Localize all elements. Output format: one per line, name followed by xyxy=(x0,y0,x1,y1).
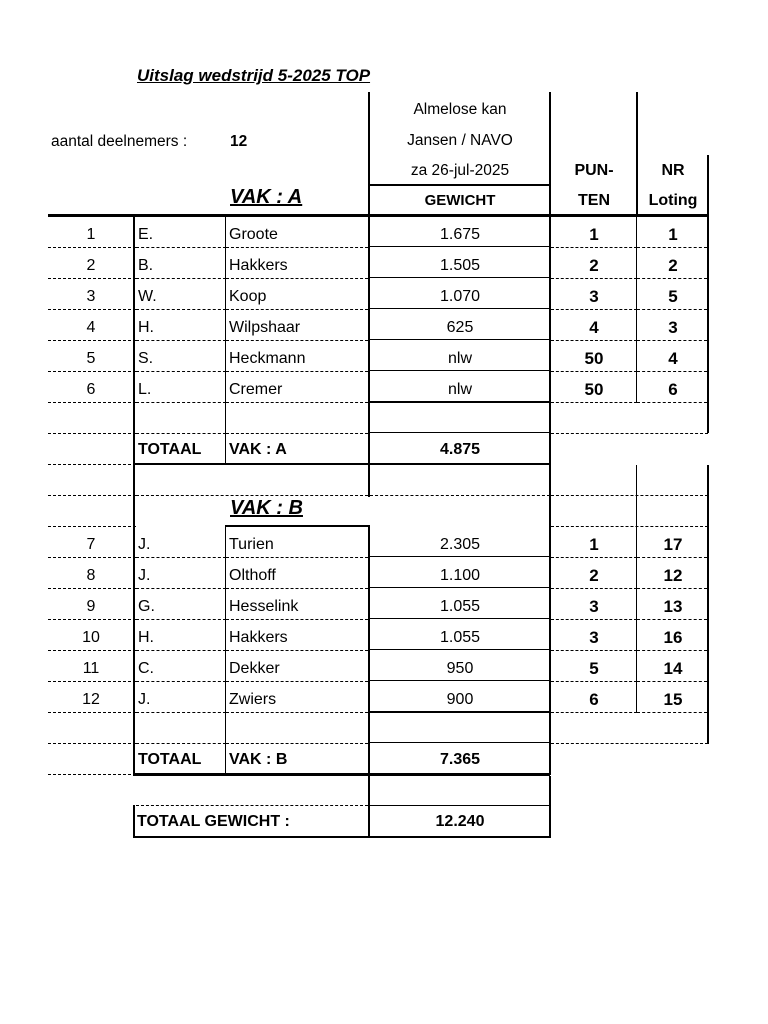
row-divider xyxy=(136,805,368,806)
cell-name: Cremer xyxy=(229,381,283,398)
row-divider xyxy=(226,247,368,248)
cell-nr: 12 xyxy=(82,691,100,708)
col-divider xyxy=(368,217,370,465)
cell-init: H. xyxy=(138,319,154,336)
cell-loting: 3 xyxy=(668,318,678,337)
cell-punten: 1 xyxy=(589,225,599,244)
cell-nr: 3 xyxy=(86,288,96,305)
cell-name: Wilpshaar xyxy=(229,319,301,336)
col-divider xyxy=(636,217,637,403)
cell-gewicht: 950 xyxy=(446,660,474,677)
cell-name: Hesselink xyxy=(229,598,299,615)
cell-name: Hakkers xyxy=(229,257,288,274)
row-divider xyxy=(226,743,368,744)
col-divider xyxy=(368,92,370,216)
cell-punten: 6 xyxy=(589,690,599,709)
row-divider xyxy=(48,402,136,403)
row-divider xyxy=(48,433,136,434)
row-rule xyxy=(370,805,550,806)
row-divider xyxy=(226,712,368,713)
cell-init: E. xyxy=(138,226,154,243)
row-divider xyxy=(48,557,136,558)
header-nr: NR xyxy=(661,162,685,179)
vak-a-label: VAK : A xyxy=(230,186,303,208)
cell-nr: 2 xyxy=(86,257,96,274)
header-loting: Loting xyxy=(648,192,698,209)
row-divider xyxy=(226,340,368,341)
cell-loting: 1 xyxy=(668,225,678,244)
cell-init: J. xyxy=(138,536,151,553)
row-divider xyxy=(551,433,708,434)
row-rule xyxy=(370,680,550,681)
col-divider xyxy=(368,525,370,775)
row-rule xyxy=(370,432,550,433)
row-divider xyxy=(136,681,226,682)
col-divider xyxy=(636,465,637,713)
row-divider xyxy=(551,650,637,651)
cell-gewicht: nlw xyxy=(447,350,472,367)
cell-gewicht: nlw xyxy=(447,381,472,398)
cell-name: Zwiers xyxy=(229,691,277,708)
vak-b-rule xyxy=(225,525,370,527)
cell-nr: 7 xyxy=(86,536,96,553)
cell-loting: 16 xyxy=(663,628,683,647)
row-divider xyxy=(136,309,226,310)
row-divider xyxy=(637,557,707,558)
row-divider xyxy=(551,402,637,403)
row-rule xyxy=(370,246,550,247)
cell-init: L. xyxy=(138,381,152,398)
row-divider xyxy=(48,464,136,465)
row-divider xyxy=(226,371,368,372)
row-divider xyxy=(637,712,707,713)
col-divider xyxy=(549,92,551,216)
row-rule xyxy=(370,401,550,403)
cell-loting: 15 xyxy=(663,690,683,709)
col-divider xyxy=(707,217,709,433)
cell-init: J. xyxy=(138,567,151,584)
row-divider xyxy=(48,743,136,744)
header-gewicht: GEWICHT xyxy=(424,192,496,209)
row-rule xyxy=(370,712,550,713)
cell-init: B. xyxy=(138,257,154,274)
row-divider xyxy=(48,495,136,496)
cell-loting: 2 xyxy=(668,256,678,275)
cell-nr: 11 xyxy=(82,660,100,677)
row-divider xyxy=(136,495,368,496)
grand-total-value: 12.240 xyxy=(435,813,485,830)
row-divider xyxy=(637,588,707,589)
row-divider xyxy=(551,681,637,682)
vak-a-totaal-vak: VAK : A xyxy=(229,441,287,458)
row-rule xyxy=(370,339,550,340)
row-divider xyxy=(226,433,368,434)
cell-punten: 50 xyxy=(584,380,604,399)
col-divider xyxy=(225,527,226,775)
row-divider xyxy=(48,774,136,775)
grand-total-label: TOTAAL GEWICHT : xyxy=(137,813,290,830)
row-divider xyxy=(370,495,550,496)
venue-line2: Jansen / NAVO xyxy=(407,132,513,149)
cell-loting: 5 xyxy=(668,287,678,306)
row-divider xyxy=(226,278,368,279)
row-rule xyxy=(370,649,550,650)
col-divider xyxy=(707,465,709,744)
col-divider xyxy=(549,776,551,838)
row-divider xyxy=(48,309,136,310)
row-rule xyxy=(370,370,550,371)
cell-name: Olthoff xyxy=(229,567,276,584)
row-divider xyxy=(637,402,707,403)
cell-punten: 3 xyxy=(589,597,599,616)
cell-nr: 10 xyxy=(82,629,100,646)
row-divider xyxy=(551,588,637,589)
row-divider xyxy=(136,743,226,744)
cell-name: Turien xyxy=(229,536,274,553)
row-divider xyxy=(136,712,226,713)
row-divider xyxy=(136,402,226,403)
cell-gewicht: 1.675 xyxy=(439,226,481,243)
cell-loting: 17 xyxy=(663,535,683,554)
row-divider xyxy=(226,619,368,620)
cell-name: Groote xyxy=(229,226,278,243)
cell-init: S. xyxy=(138,350,154,367)
col-divider xyxy=(549,465,551,775)
cell-gewicht: 1.070 xyxy=(439,288,481,305)
vak-b-totaal-vak: VAK : B xyxy=(229,751,288,768)
cell-gewicht: 2.305 xyxy=(439,536,481,553)
cell-nr: 1 xyxy=(86,226,96,243)
vak-a-totaal: 4.875 xyxy=(439,441,481,458)
row-divider xyxy=(551,712,637,713)
cell-init: J. xyxy=(138,691,151,708)
header-punten-1: PUN- xyxy=(574,162,614,179)
col-divider xyxy=(133,805,135,838)
col-divider xyxy=(707,155,709,216)
deelnemers-value: 12 xyxy=(230,133,248,150)
row-divider xyxy=(136,340,226,341)
col-divider xyxy=(225,217,226,465)
row-divider xyxy=(226,557,368,558)
cell-punten: 5 xyxy=(589,659,599,678)
page-title: Uitslag wedstrijd 5-2025 TOP xyxy=(137,66,371,85)
row-divider xyxy=(48,526,136,527)
cell-nr: 5 xyxy=(86,350,96,367)
row-divider xyxy=(48,681,136,682)
venue-line1: Almelose kan xyxy=(413,101,507,118)
header-punten-2: TEN xyxy=(578,192,610,209)
cell-init: C. xyxy=(138,660,154,677)
row-divider xyxy=(48,650,136,651)
cell-punten: 3 xyxy=(589,287,599,306)
cell-name: Koop xyxy=(229,288,267,305)
row-divider xyxy=(136,619,226,620)
cell-loting: 4 xyxy=(668,349,678,368)
row-divider xyxy=(136,371,226,372)
row-rule xyxy=(370,742,550,743)
row-divider xyxy=(551,340,637,341)
cell-punten: 3 xyxy=(589,628,599,647)
cell-gewicht: 625 xyxy=(446,319,474,336)
vak-b-totaal: 7.365 xyxy=(439,751,481,768)
row-divider xyxy=(637,340,707,341)
row-divider xyxy=(48,588,136,589)
row-divider xyxy=(637,371,707,372)
row-divider xyxy=(136,247,226,248)
row-rule xyxy=(370,556,550,557)
row-divider xyxy=(637,309,707,310)
row-divider xyxy=(226,402,368,403)
row-divider xyxy=(48,712,136,713)
row-divider xyxy=(551,495,708,496)
row-divider xyxy=(226,650,368,651)
row-divider xyxy=(551,619,637,620)
header-bottom-rule xyxy=(48,214,709,217)
cell-punten: 50 xyxy=(584,349,604,368)
vak-b-totaal-label: TOTAAL xyxy=(138,751,202,768)
cell-gewicht: 900 xyxy=(446,691,474,708)
total-rule xyxy=(133,773,550,776)
cell-init: G. xyxy=(138,598,155,615)
row-rule xyxy=(370,308,550,309)
row-divider xyxy=(637,650,707,651)
cell-gewicht: 1.100 xyxy=(439,567,481,584)
cell-loting: 14 xyxy=(663,659,683,678)
row-divider xyxy=(551,371,637,372)
row-rule xyxy=(370,587,550,588)
total-rule xyxy=(133,463,550,465)
row-divider xyxy=(48,340,136,341)
row-divider xyxy=(551,557,637,558)
col-divider xyxy=(133,465,135,775)
row-divider xyxy=(48,619,136,620)
row-divider xyxy=(226,309,368,310)
cell-punten: 1 xyxy=(589,535,599,554)
cell-nr: 6 xyxy=(86,381,96,398)
row-divider xyxy=(551,743,708,744)
row-divider xyxy=(226,588,368,589)
grand-total-rule xyxy=(133,836,551,838)
cell-nr: 8 xyxy=(86,567,96,584)
cell-gewicht: 1.055 xyxy=(439,598,481,615)
vak-a-totaal-label: TOTAAL xyxy=(138,441,202,458)
row-divider xyxy=(226,681,368,682)
row-divider xyxy=(136,650,226,651)
cell-name: Hakkers xyxy=(229,629,288,646)
cell-punten: 2 xyxy=(589,566,599,585)
row-rule xyxy=(370,277,550,278)
col-divider xyxy=(549,217,551,465)
row-divider xyxy=(136,278,226,279)
row-divider xyxy=(551,247,637,248)
cell-loting: 6 xyxy=(668,380,678,399)
deelnemers-label: aantal deelnemers : xyxy=(51,133,188,150)
row-rule xyxy=(370,618,550,619)
cell-gewicht: 1.505 xyxy=(439,257,481,274)
row-divider xyxy=(48,247,136,248)
cell-nr: 4 xyxy=(86,319,96,336)
row-divider xyxy=(551,309,637,310)
col-divider xyxy=(368,776,370,838)
row-divider xyxy=(551,278,637,279)
row-divider xyxy=(637,278,707,279)
col-divider xyxy=(368,465,370,497)
header-rule xyxy=(368,184,551,186)
cell-init: W. xyxy=(138,288,157,305)
col-divider xyxy=(133,217,135,465)
match-date: za 26-jul-2025 xyxy=(410,162,510,179)
row-divider xyxy=(136,557,226,558)
row-divider xyxy=(48,371,136,372)
cell-nr: 9 xyxy=(86,598,96,615)
row-divider xyxy=(136,588,226,589)
row-divider xyxy=(637,681,707,682)
cell-loting: 12 xyxy=(663,566,683,585)
row-divider xyxy=(136,433,226,434)
cell-loting: 13 xyxy=(663,597,683,616)
cell-name: Dekker xyxy=(229,660,280,677)
row-divider xyxy=(637,619,707,620)
row-divider xyxy=(48,278,136,279)
cell-name: Heckmann xyxy=(229,350,306,367)
cell-punten: 4 xyxy=(589,318,599,337)
cell-gewicht: 1.055 xyxy=(439,629,481,646)
row-divider xyxy=(637,247,707,248)
cell-punten: 2 xyxy=(589,256,599,275)
row-divider xyxy=(551,526,708,527)
vak-b-label: VAK : B xyxy=(230,497,303,519)
cell-init: H. xyxy=(138,629,154,646)
col-divider xyxy=(636,92,638,216)
